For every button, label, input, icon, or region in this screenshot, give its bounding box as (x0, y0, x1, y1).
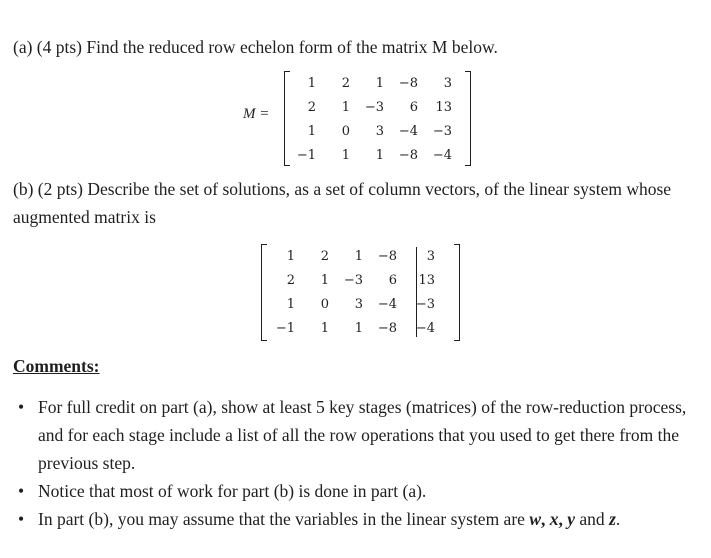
matrix-entry: 0 (320, 296, 329, 312)
var-w: w (529, 509, 541, 529)
matrix-entry: 2 (286, 272, 295, 288)
matrix-entry: 1 (307, 123, 316, 139)
matrix-entry: 2 (341, 75, 350, 91)
matrix-entry: 1 (286, 296, 295, 312)
matrix-entry: −4 (415, 320, 435, 336)
matrix-entry: −8 (377, 320, 397, 336)
matrix-entry: 3 (426, 248, 435, 264)
matrix-entry: 13 (435, 99, 452, 115)
matrix-entry: 1 (286, 248, 295, 264)
matrix-entry: −8 (398, 147, 418, 163)
right-bracket (465, 71, 471, 166)
var-z: z (609, 509, 616, 529)
matrix-entry: 1 (320, 320, 329, 336)
matrix-entry: 3 (375, 123, 384, 139)
augmented-matrix (268, 244, 438, 340)
matrix-row (290, 95, 452, 119)
and-text: and (579, 509, 605, 529)
matrix-entry: 6 (388, 272, 397, 288)
matrix-entry: 2 (307, 99, 316, 115)
matrix-entry: 1 (320, 272, 329, 288)
matrix-entry: −3 (432, 123, 452, 139)
matrix-entry: 1 (341, 99, 350, 115)
matrix-entry: −4 (398, 123, 418, 139)
matrix-label: M = (243, 106, 270, 122)
part-b-question: (b) (2 pts) Describe the set of solutions, as a set of column vectors, of the linear system whose augmented matrix is (13, 179, 672, 227)
matrix-entry: −1 (275, 320, 295, 336)
matrix-row (290, 71, 452, 95)
matrix-entry: −3 (415, 296, 435, 312)
matrix-row (268, 244, 438, 268)
matrix-entry: −3 (364, 99, 384, 115)
matrix-entry: 1 (354, 320, 363, 336)
matrix-entry: −1 (296, 147, 316, 163)
comment-text: In part (b), you may assume that the variables in the linear system are (38, 509, 525, 529)
matrix-entry: 1 (354, 248, 363, 264)
matrix-entry: −3 (343, 272, 363, 288)
list-item: • In part (b), you may assume that the variables in the linear system are w, x, y and z. (18, 509, 621, 529)
matrix-entry: 2 (320, 248, 329, 264)
matrix-entry: −8 (377, 248, 397, 264)
matrix-entry: 1 (375, 147, 384, 163)
matrix-row (268, 268, 438, 292)
comments-heading: Comments: (13, 356, 100, 376)
var-y: y (567, 509, 576, 529)
matrix-entry: 3 (354, 296, 363, 312)
matrix-entry: 0 (341, 123, 350, 139)
comment-text: Notice that most of work for part (b) is done in part (a). (38, 481, 427, 501)
matrix-m (290, 71, 452, 167)
matrix-entry: −4 (432, 147, 452, 163)
matrix-entry: −8 (398, 75, 418, 91)
matrix-row (290, 143, 452, 167)
left-bracket (261, 244, 267, 341)
period: . (615, 509, 621, 529)
var-x: x (549, 509, 559, 529)
matrix-entry: 3 (443, 75, 452, 91)
comment-text: For full credit on part (a), show at least 5 key stages (matrices) of the row-reduction process, and for each stage include a list of all the row operations that you used to get there from the previous step. (38, 397, 687, 473)
right-bracket (454, 244, 460, 341)
matrix-row (268, 292, 438, 316)
part-a-question: (a) (4 pts) Find the reduced row echelon form of the matrix M below. (13, 37, 498, 57)
matrix-entry: 1 (375, 75, 384, 91)
matrix-row (268, 316, 438, 340)
comments-list (13, 393, 693, 533)
matrix-entry: 1 (307, 75, 316, 91)
list-item: • Notice that most of work for part (b) is done in part (a). (18, 481, 427, 501)
matrix-row (290, 119, 452, 143)
list-item: • For full credit on part (a), show at least 5 key stages (matrices) of the row-reduction process, and for each stage include a list of all the row operations that you used to get there from the previous step. (18, 397, 687, 473)
matrix-entry: 1 (341, 147, 350, 163)
matrix-entry: 13 (418, 272, 435, 288)
matrix-entry: 6 (409, 99, 418, 115)
matrix-entry: −4 (377, 296, 397, 312)
